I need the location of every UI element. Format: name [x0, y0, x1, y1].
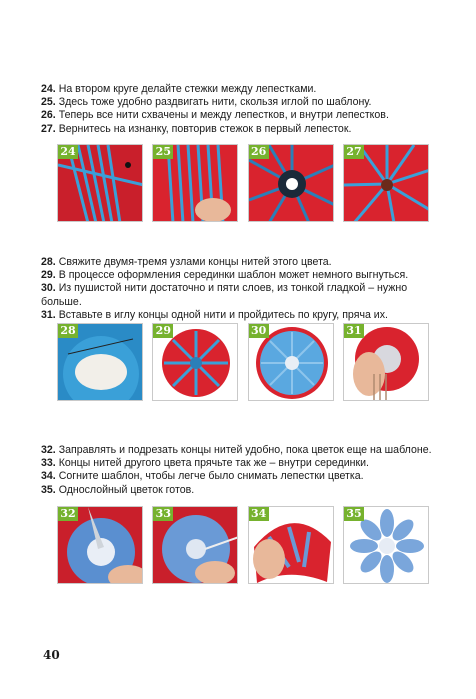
- steps-24-27: [41, 83, 439, 136]
- step-32: 32. Заправлять и подрезать концы нитей удобно, пока цветок еще на шаблоне.: [41, 444, 432, 456]
- step-25: 25. Здесь тоже удобно раздвигать нити, скользя иглой по шаблону.: [41, 96, 372, 109]
- photo-number-badge: 27: [344, 145, 364, 159]
- photo-row-24-27: [57, 144, 429, 222]
- page-number: 40: [43, 648, 60, 662]
- photo-number-badge: 35: [344, 507, 364, 521]
- step-34: 34. Согните шаблон, чтобы легче было снимать лепестки цветка.: [41, 470, 364, 483]
- photo-row-28-31: [57, 323, 429, 401]
- photo-number-badge: 33: [153, 507, 173, 521]
- step-29: 29. В процессе оформления серединки шаблон может немного выгнуться.: [41, 269, 409, 282]
- photo-30: [248, 323, 334, 401]
- photo-31: [343, 323, 429, 401]
- step-27: 27. Вернитесь на изнанку, повторив стежок в первый лепесток.: [41, 122, 352, 135]
- photo-number-badge: 24: [58, 145, 78, 159]
- step-30: 30. Из пушистой нити достаточно и пяти слоев, из тонкой гладкой – нужно больше.: [41, 282, 408, 308]
- step-35: 35. Однослойный цветок готов.: [41, 483, 195, 496]
- photo-number-badge: 28: [58, 324, 78, 338]
- photo-24: [57, 144, 143, 222]
- step-24: 24. На втором круге делайте стежки между лепестками.: [41, 83, 317, 95]
- step-28: 28. Свяжите двумя-тремя узлами концы нитей этого цвета.: [41, 256, 332, 268]
- photo-32: [57, 506, 143, 584]
- photo-number-badge: 34: [249, 507, 269, 521]
- photo-number-badge: 32: [58, 507, 78, 521]
- photo-number-badge: 25: [153, 145, 173, 159]
- photo-27: [343, 144, 429, 222]
- photo-34: [248, 506, 334, 584]
- photo-35: [343, 506, 429, 584]
- steps-28-31: [41, 256, 439, 322]
- steps-32-35: [41, 444, 439, 497]
- photo-29: [152, 323, 238, 401]
- photo-25: [152, 144, 238, 222]
- step-26: 26. Теперь все нити схвачены и между лепестков, и внутри лепестков.: [41, 109, 389, 122]
- step-31: 31. Вставьте в иглу концы одной нити и пройдитесь по кругу, пряча их.: [41, 308, 388, 321]
- photo-number-badge: 29: [153, 324, 173, 338]
- photo-number-badge: 26: [249, 145, 269, 159]
- photo-33: [152, 506, 238, 584]
- photo-row-32-35: [57, 506, 429, 584]
- photo-28: [57, 323, 143, 401]
- step-33: 33. Концы нитей другого цвета прячьте так же – внутри серединки.: [41, 457, 369, 470]
- photo-number-badge: 30: [249, 324, 269, 338]
- photo-26: [248, 144, 334, 222]
- photo-number-badge: 31: [344, 324, 364, 338]
